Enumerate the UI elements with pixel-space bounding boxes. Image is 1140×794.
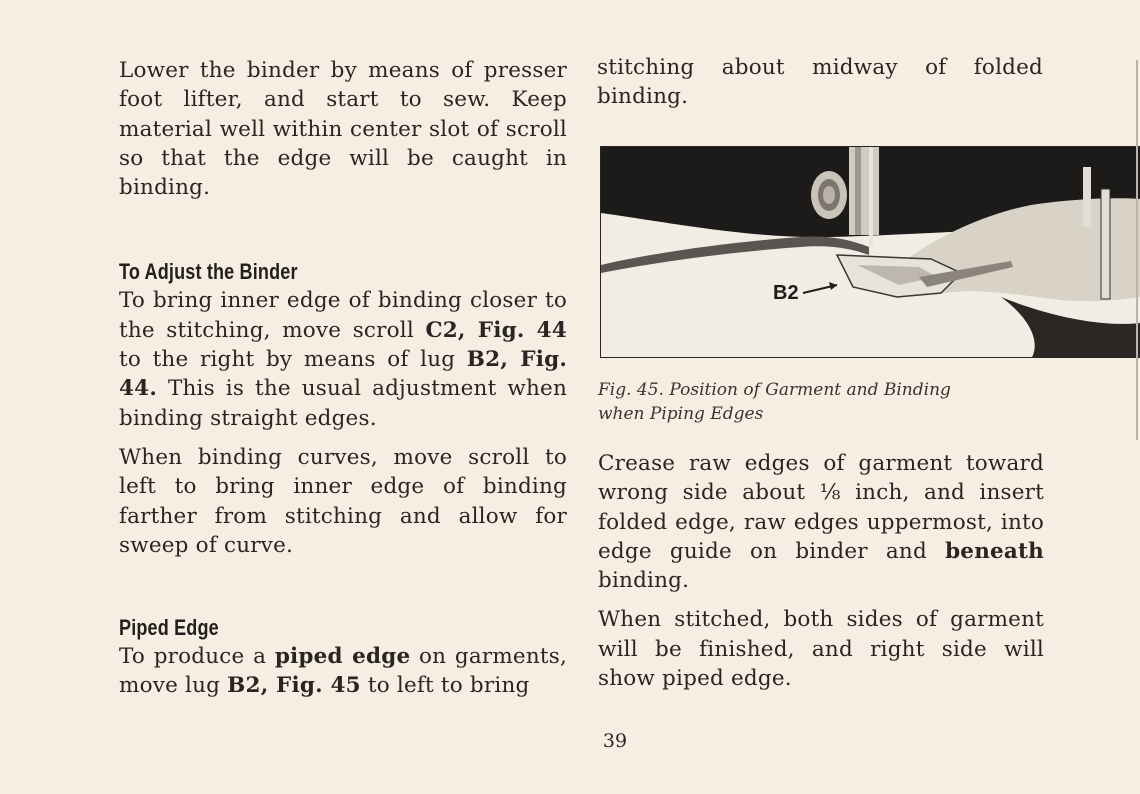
figure-45-photo	[600, 146, 1140, 358]
continued-paragraph: stitching about midway of folded binding.	[597, 55, 1043, 110]
adjust-paragraph-1: To bring inner edge of binding closer to the stitching, move scroll C2, Fig. 44 to the right by means of lug B2, Fig. 44. This is the usual adjustment when binding straight edges.	[119, 288, 567, 431]
caption-line-2: when Piping Edges	[598, 404, 764, 424]
sewing-binder-illustration	[601, 147, 1140, 358]
adjust-paragraph-2: When binding curves, move scroll to left to bring inner edge of binding farther from stitching and allow for sweep of curve.	[119, 444, 567, 558]
caption-line-1: Fig. 45. Position of Garment and Binding	[598, 380, 951, 400]
crease-paragraph: Crease raw edges of garment toward wrong side about ⅛ inch, and insert folded edge, raw edges uppermost, into edge guide on binder and beneath binding.	[598, 451, 1044, 594]
page-number: 39	[602, 730, 628, 752]
right-column-top	[597, 53, 1043, 112]
heading-piped-edge: Piped Edge	[119, 615, 219, 641]
right-column-bottom	[598, 449, 1044, 693]
figure-caption	[598, 378, 1018, 426]
intro-paragraph: Lower the binder by means of presser foot lifter, and start to sew. Keep material well within center slot of scroll so that the edge will be caught in binding.	[119, 58, 567, 201]
stitched-paragraph: When stitched, both sides of garment will be finished, and right side will show piped edge.	[598, 607, 1044, 692]
figure-label-b2: B2	[773, 282, 799, 304]
piped-paragraph: To produce a piped edge on garments, move lug B2, Fig. 45 to left to bring	[119, 644, 567, 699]
page-edge-shadow	[1136, 60, 1138, 440]
heading-adjust-binder: To Adjust the Binder	[119, 259, 298, 285]
left-column	[119, 56, 567, 701]
